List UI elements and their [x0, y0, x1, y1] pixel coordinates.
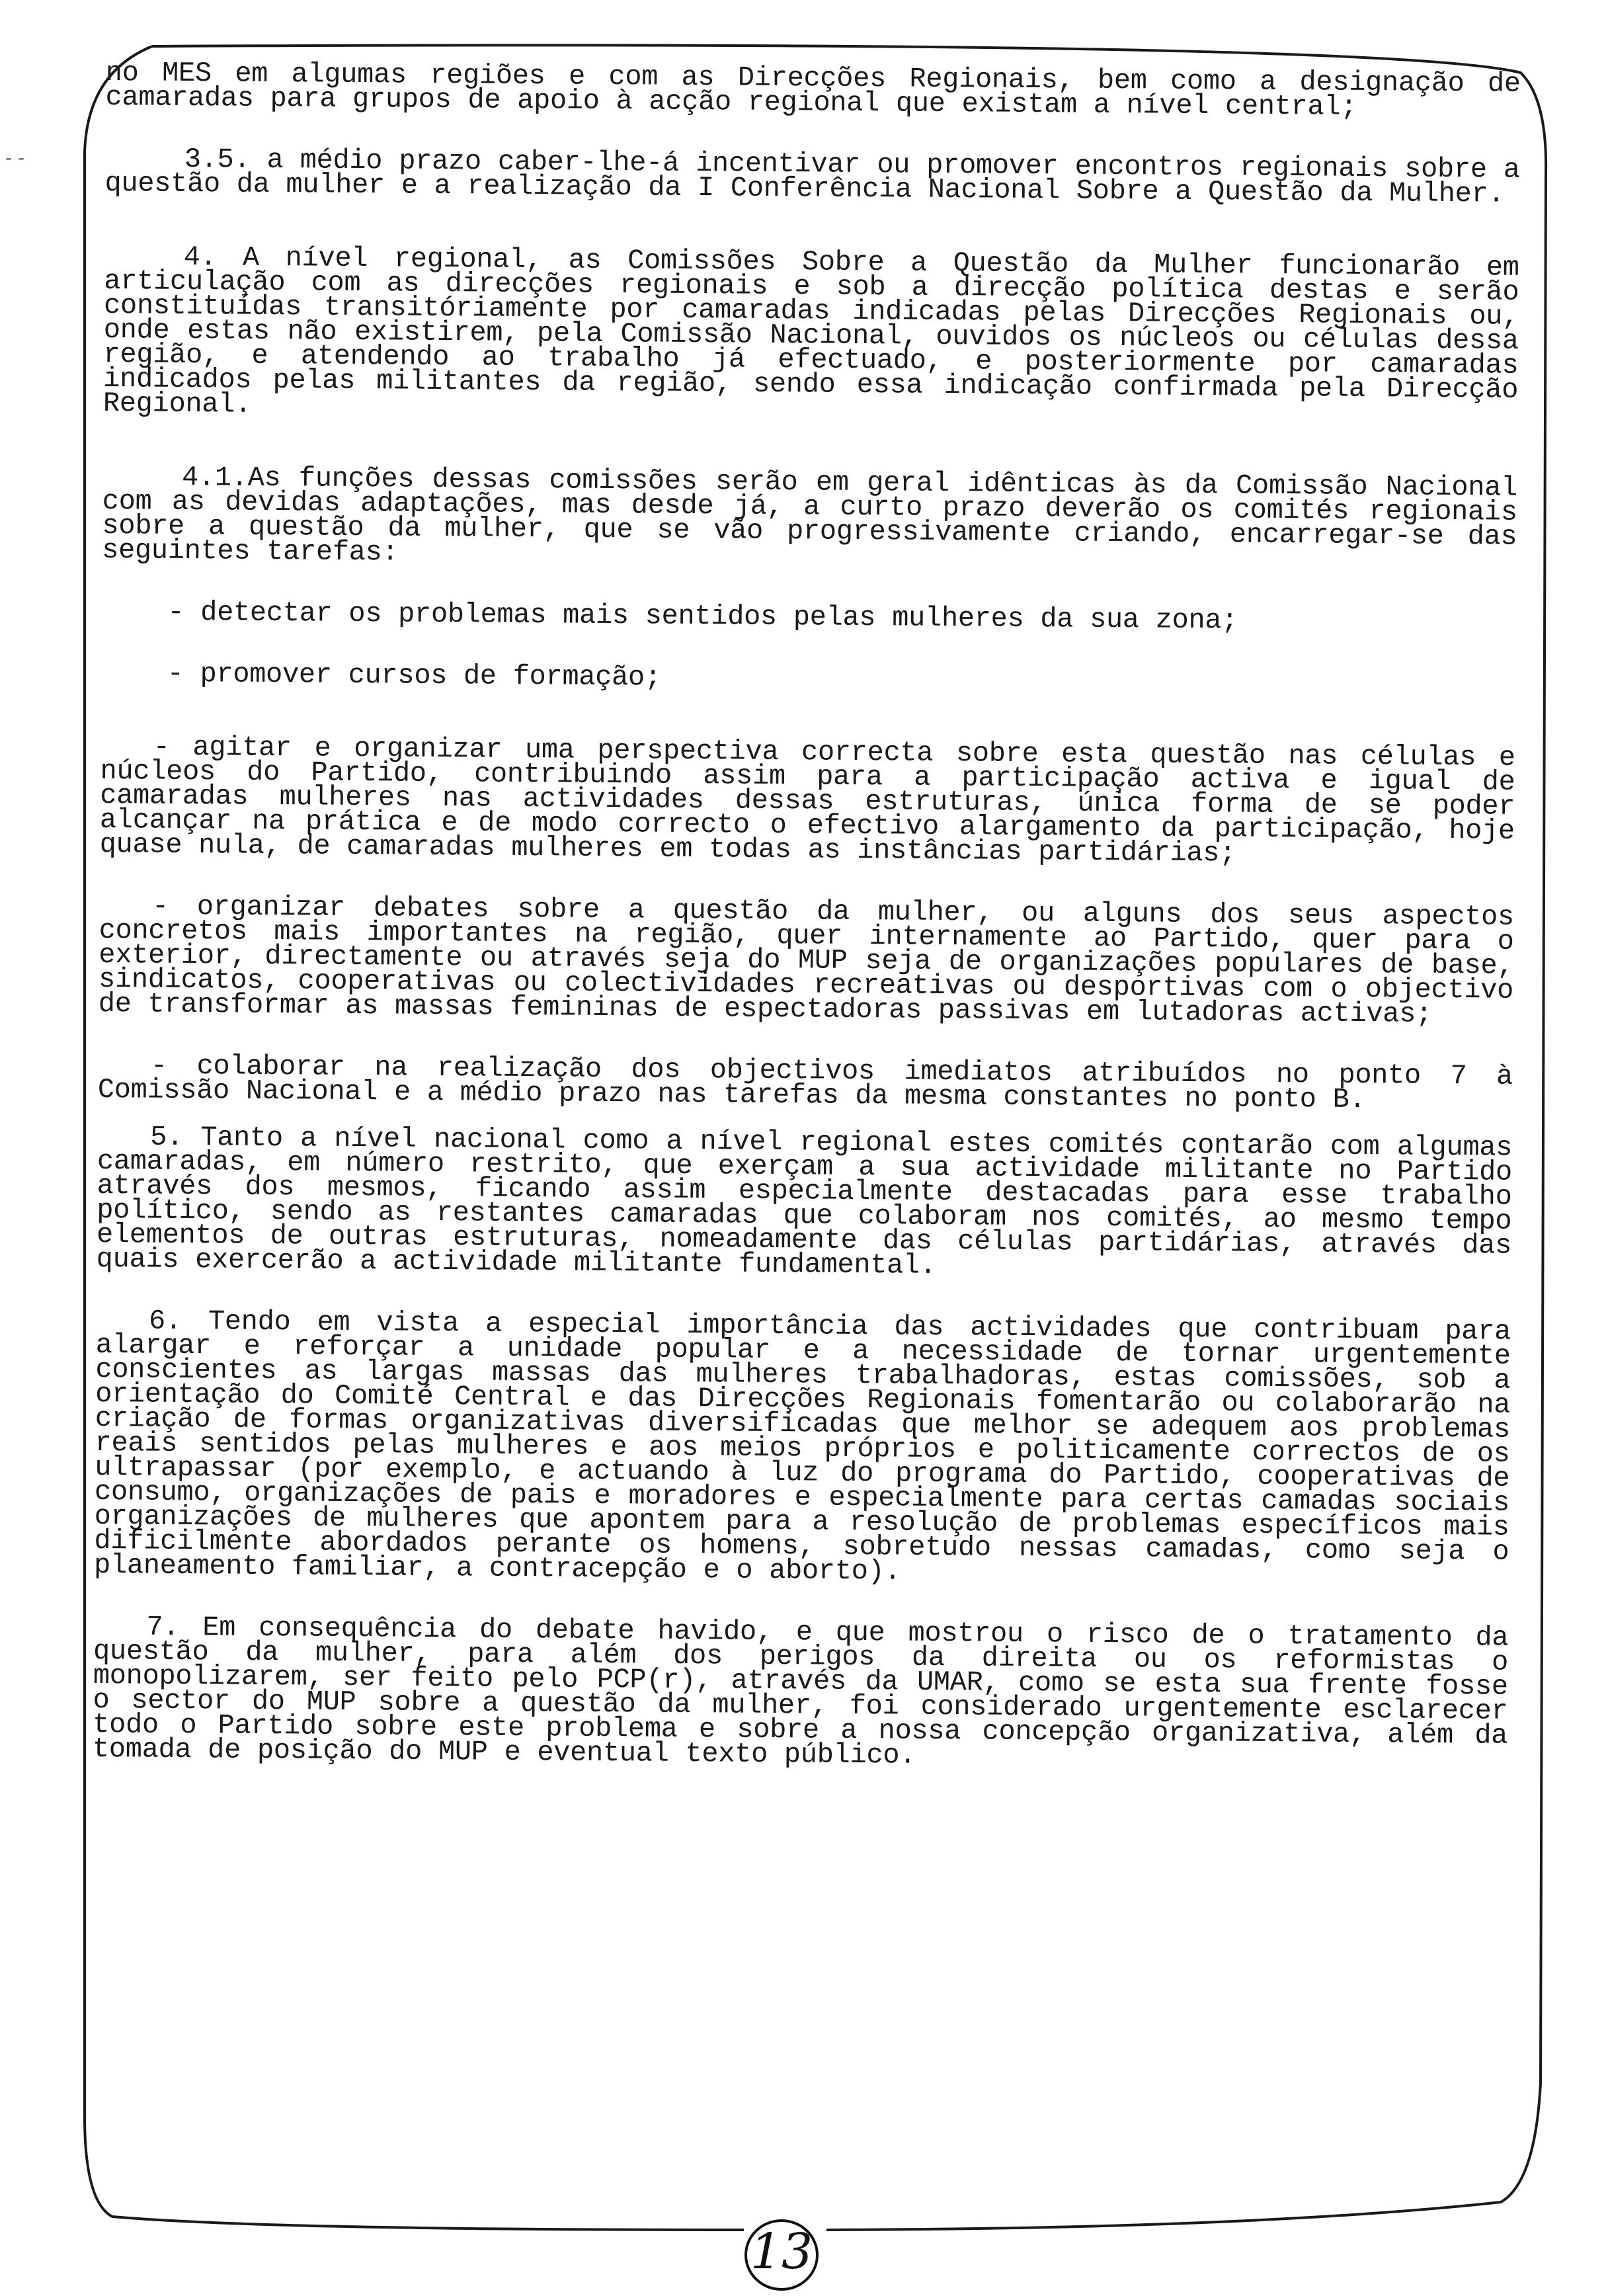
paragraph-5: 5. Tanto a nível nacional como a nível regional estes comités contarão com algumas camaradas, em número restrito, que exerçam a sua actividade militante no Partido através dos mesmos, ficando assim especialmente destacadas para esse trabalho político, sendo as restantes camaradas que colaboram nos comités, ao mesmo tempo elementos de outras estruturas, nomeadamente das células partidárias, através das quais exercerão a actividade militante fundamental.	[96, 1121, 1513, 1282]
list-item: - organizar debates sobre a questão da mulher, ou alguns dos seus aspectos concretos mais importantes na região, quer internamente ao Partido, quer para o exterior, directamente ou através seja do MUP seja de organizações populares de base, sindicatos, cooperativas ou colectividades recreativas ou desportivas com o objectivo de transformar as massas femininas de espectadoras passivas em lutadoras activas;	[98, 890, 1515, 1030]
list-item: - colaborar na realização dos objectivos imediatos atribuídos no ponto 7 à Comissão Nacional e a médio prazo nas tarefas da mesma constantes no ponto B.	[97, 1049, 1513, 1116]
paragraph-7: 7. Em consequência do debate havido, e que mostrou o risco de o tratamento da questão da mulher, para além dos perigos da direita ou os reformistas o monopolizarem, ser feito pelo PCP(r), através da UMAR, como se esta sua frente fosse o sector do MUP sobre a questão da mulher, foi considerado urgentemente esclarecer todo o Partido sobre este problema e sobre a nossa concepção organizativa, além da tomada de posição do MUP e eventual texto público.	[92, 1611, 1509, 1772]
list-item: - detectar os problemas mais sentidos pelas mulheres da sua zona;	[167, 596, 1238, 637]
stray-mark: - -	[5, 147, 25, 169]
list-item: - promover cursos de formação;	[167, 657, 662, 694]
paragraph-6: 6. Tendo em vista a especial importância das actividades que contribuam para alargar e reforçar a unidade popular e a necessidade de tornar urgentemente conscientes as largas massas das mulheres trabalhadoras, estas comissões, sob a orientação do Comité Central e das Direcções Regionais fomentarão ou colaborarão na criação de formas organizativas diversificadas que melhor se adequem aos problemas reais sentidos pelas mulheres e aos meios próprios e politicamente correctos de os ultrapassar (por exemplo, e actuando à luz do programa do Partido, cooperativas de consumo, organizações de pais e moradores e especialmente para certas camadas sociais organizações de mulheres que apontem para a resolução de problemas específicos mais dificilmente abordados perante os homens, sobretudo nessas camadas, como seja o planeamento familiar, a contracepção e o aborto).	[93, 1305, 1511, 1588]
paragraph-3-5: 3.5. a médio prazo caber-lhe-á incentivar ou promover encontros regionais sobre a questão da mulher e a realização da I Conferência Nacional Sobre a Questão da Mulher.	[104, 143, 1520, 210]
list-item: - agitar e organizar uma perspectiva correcta sobre esta questão nas células e núcleos do Partido, contribuindo assim para a participação activa e igual de camaradas mulheres nas actividades dessas estruturas, única forma de se poder alcançar na prática e de modo correcto o efectivo alargamento da participação, hoje quase nula, de camaradas mulheres em todas as instâncias partidárias;	[99, 731, 1515, 870]
paragraph-3-4-continuation: no MES em algumas regiões e com as Direcções Regionais, bem como a designação de camaradas para grupos de apoio à acção regional que existam a nível central;	[105, 57, 1521, 123]
page-number: 13	[750, 2223, 813, 2280]
paragraph-4: 4. A nível regional, as Comissões Sobre a Questão da Mulher funcionarão em articulação com as direcções regionais e sob a direcção política destas e serão constituídas transitóriamente por camaradas indicadas pelas Direcções Regionais ou, onde estas não existirem, pela Comissão Nacional, ouvidos os núcleos ou células dessa região, e atendendo ao trabalho já efectuado, e posteriormente por camaradas indicados pelas militantes da região, sendo essa indicação confirmada pela Direcção Regional.	[102, 241, 1519, 421]
document-body	[92, 57, 1521, 1773]
paragraph-4-1: 4.1.As funções dessas comissões serão em geral idênticas às da Comissão Nacional com as devidas adaptações, mas desde já, a curto prazo deverão os comités regionais sobre a questão da mulher, que se vão progressivamente criando, encarregar-se das seguintes tarefas:	[101, 461, 1518, 569]
